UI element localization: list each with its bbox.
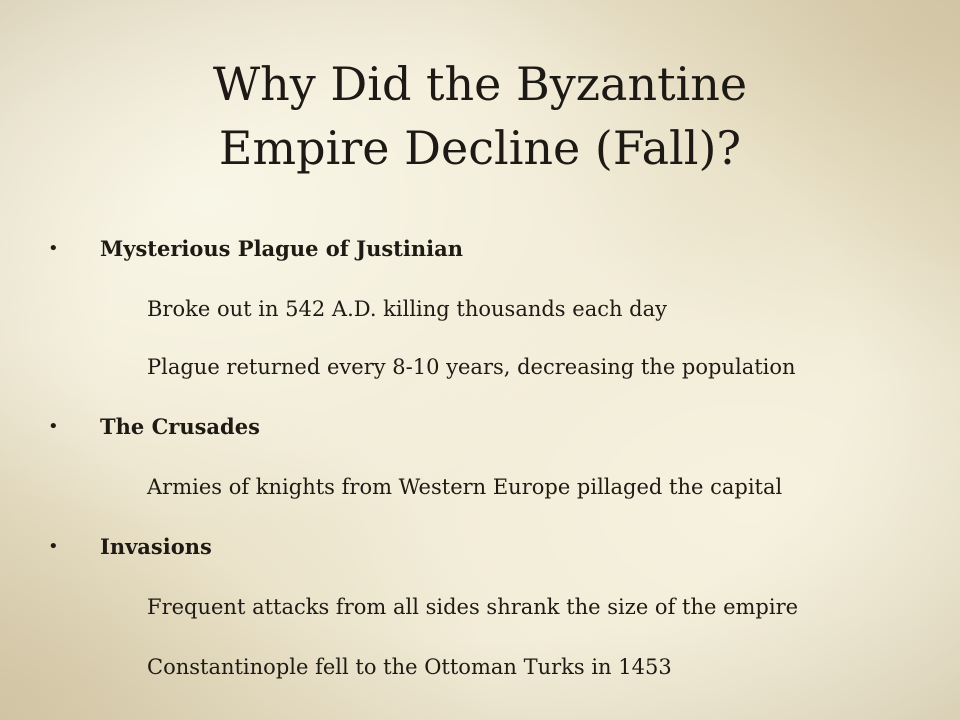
bullet-dot: • (48, 416, 59, 437)
slide-title (0, 52, 960, 180)
title-line-1: Why Did the Byzantine (212, 57, 748, 111)
sub-point-text: Plague returned every 8-10 years, decreasing the population (147, 355, 796, 379)
title-line-2: Empire Decline (Fall)? (218, 121, 742, 175)
sub-point-text: Broke out in 542 A.D. killing thousands each day (147, 297, 667, 321)
sub-point-text: Constantinople fell to the Ottoman Turks in 1453 (147, 655, 672, 679)
bullet-dot: • (48, 238, 59, 259)
sub-point-text: Armies of knights from Western Europe pillaged the capital (147, 475, 783, 499)
bullet-dot: • (48, 536, 59, 557)
bullet-heading: Invasions (100, 534, 212, 559)
sub-point-text: Frequent attacks from all sides shrank the size of the empire (147, 595, 799, 619)
bullet-heading: Mysterious Plague of Justinian (100, 236, 463, 261)
bullet-heading: The Crusades (100, 414, 260, 439)
